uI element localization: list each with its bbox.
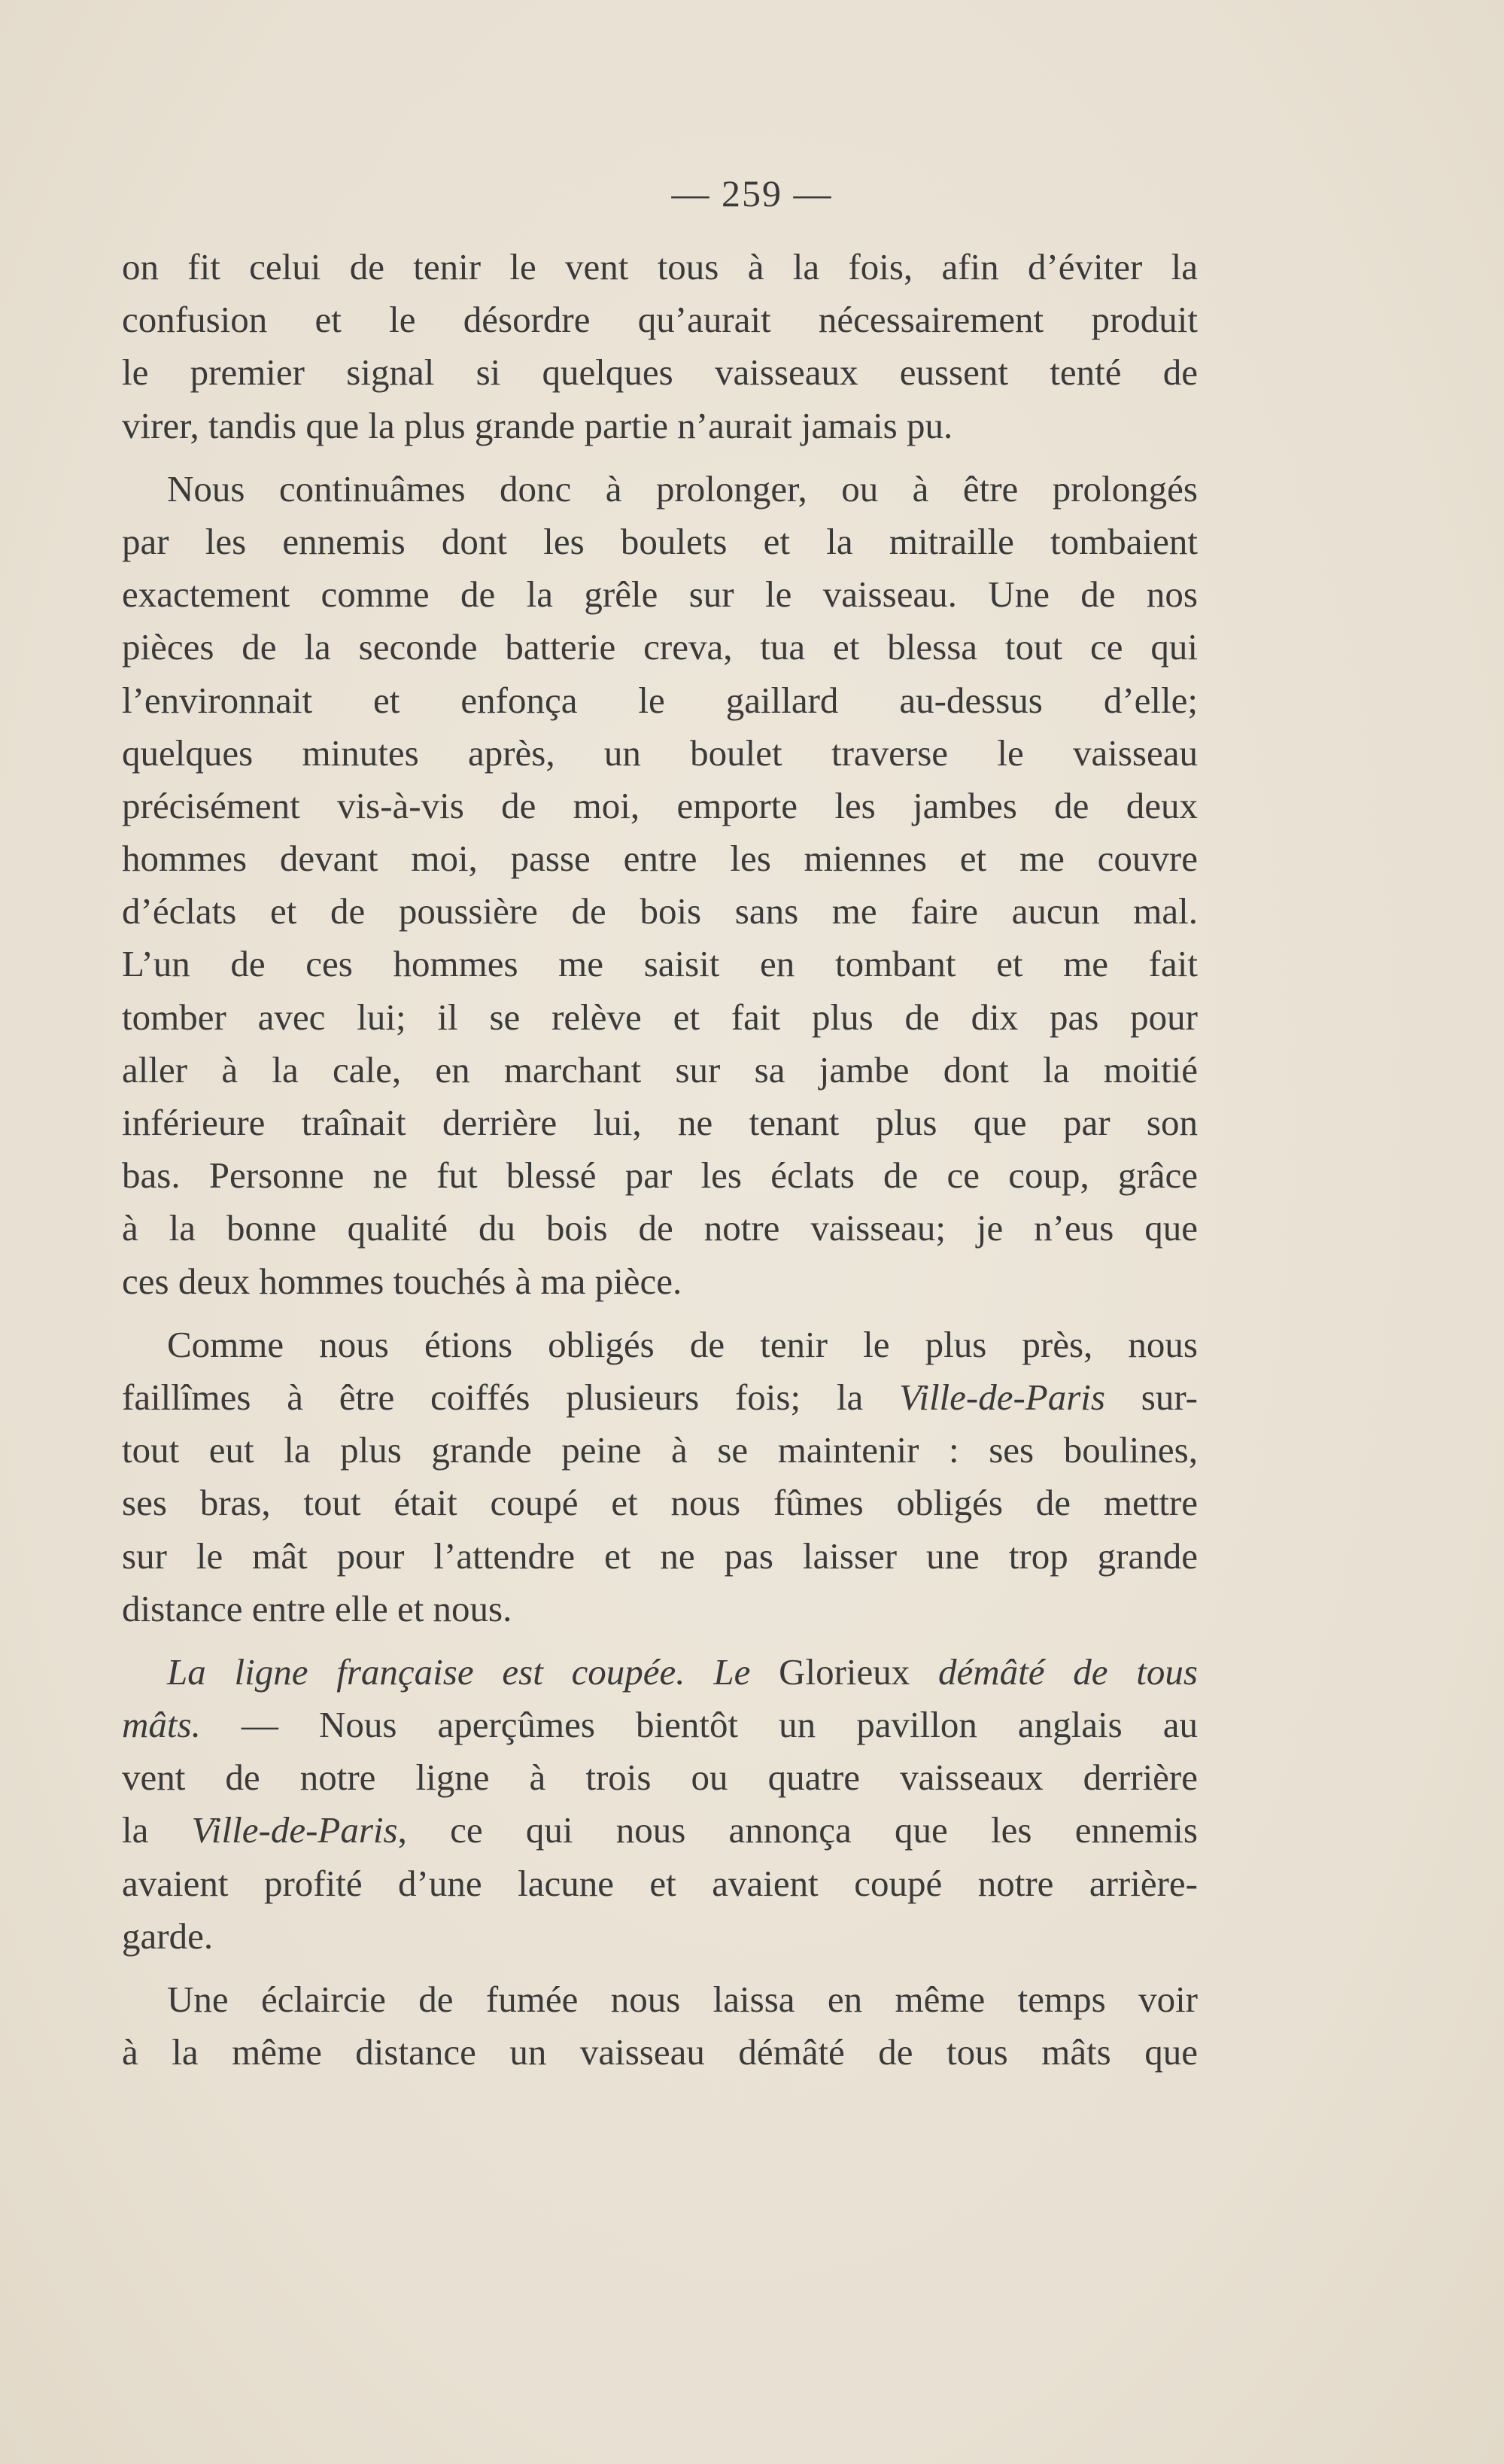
text-line: exactement comme de la grêle sur le vaisseau. Une de nos <box>122 573 1198 616</box>
paragraph-5 <box>122 1973 1198 2079</box>
text-line <box>122 1646 1198 1699</box>
paragraph-3 <box>122 1319 1198 1635</box>
text-line: avaient profité d’une lacune et avaient coupé notre arrière- <box>122 1862 1198 1904</box>
section-heading: mâts. <box>122 1704 201 1746</box>
text-segment: la <box>122 1809 192 1851</box>
text-line: vent de notre ligne à trois ou quatre vaisseaux derrière <box>122 1757 1198 1799</box>
text-line: hommes devant moi, passe entre les miennes et me couvre <box>122 838 1198 880</box>
text-line: ses bras, tout était coupé et nous fûmes obligés de mettre <box>122 1482 1198 1524</box>
text-line <box>122 1804 1198 1857</box>
section-heading: démâté de tous <box>910 1650 1198 1693</box>
text-line: d’éclats et de poussière de bois sans me faire aucun mal. <box>122 890 1198 932</box>
text-line: L’un de ces hommes me saisit en tombant et me fait <box>122 943 1198 985</box>
text-segment: — Nous aperçûmes bientôt un pavillon anglais au <box>200 1704 1198 1746</box>
page-number: — 259 — <box>671 172 833 214</box>
text-line: l’environnait et enfonça le gaillard au-dessus d’elle; <box>122 679 1198 721</box>
text-line: Une éclaircie de fumée nous laissa en même temps voir <box>167 1979 1198 2020</box>
text-line: quelques minutes après, un boulet traverse le vaisseau <box>122 732 1198 774</box>
text-segment: sur- <box>1104 1376 1198 1418</box>
text-line <box>122 1699 1198 1751</box>
text-line: virer, tandis que la plus grande partie n’aurait jamais pu. <box>122 404 953 446</box>
text-line: à la même distance un vaisseau démâté de tous mâts que <box>122 2031 1198 2073</box>
text-line <box>122 1371 1198 1424</box>
text-line: garde. <box>122 1915 214 1957</box>
text-line: sur le mât pour l’attendre et ne pas laisser une trop grande <box>122 1535 1198 1577</box>
text-line: aller à la cale, en marchant sur sa jambe dont la moitié <box>122 1048 1198 1091</box>
text-segment: , ce qui nous annonça que les ennemis <box>397 1809 1198 1851</box>
ship-name: Glorieux <box>779 1650 910 1693</box>
ship-name: Ville-de-Paris <box>191 1809 398 1851</box>
paragraph-2 <box>122 463 1198 1308</box>
text-line: ces deux hommes touchés à ma pièce. <box>122 1260 682 1302</box>
text-line: précisément vis-à-vis de moi, emporte les jambes de deux <box>122 784 1198 826</box>
text-line: pièces de la seconde batterie creva, tua et blessa tout ce qui <box>122 626 1198 668</box>
text-line: par les ennemis dont les boulets et la mitraille tombaient <box>122 520 1198 562</box>
text-line: distance entre elle et nous. <box>122 1587 512 1629</box>
section-heading: La ligne française est coupée. Le <box>167 1650 779 1693</box>
text-line: inférieure traînait derrière lui, ne tenant plus que par son <box>122 1102 1198 1143</box>
text-line: Nous continuâmes donc à prolonger, ou à être prolongés <box>167 467 1198 510</box>
text-line: tomber avec lui; il se relève et fait plus de dix pas pour <box>122 996 1198 1038</box>
body-text <box>122 241 1198 2079</box>
paragraph-1 <box>122 241 1198 452</box>
ship-name: Ville-de-Paris <box>899 1376 1105 1418</box>
text-line: Comme nous étions obligés de tenir le plus près, nous <box>167 1323 1198 1365</box>
text-line: tout eut la plus grande peine à se maintenir : ses boulines, <box>122 1429 1198 1471</box>
text-line: bas. Personne ne fut blessé par les éclats de ce coup, grâce <box>122 1154 1198 1197</box>
text-line: le premier signal si quelques vaisseaux eussent tenté de <box>122 351 1198 394</box>
paragraph-4 <box>122 1646 1198 1963</box>
text-line: on fit celui de tenir le vent tous à la fois, afin d’éviter la <box>122 246 1198 287</box>
text-segment: faillîmes à être coiffés plusieurs fois; la <box>122 1376 900 1418</box>
text-line: à la bonne qualité du bois de notre vaisseau; je n’eus que <box>122 1207 1198 1249</box>
text-line: confusion et le désordre qu’aurait nécessairement produit <box>122 299 1198 341</box>
